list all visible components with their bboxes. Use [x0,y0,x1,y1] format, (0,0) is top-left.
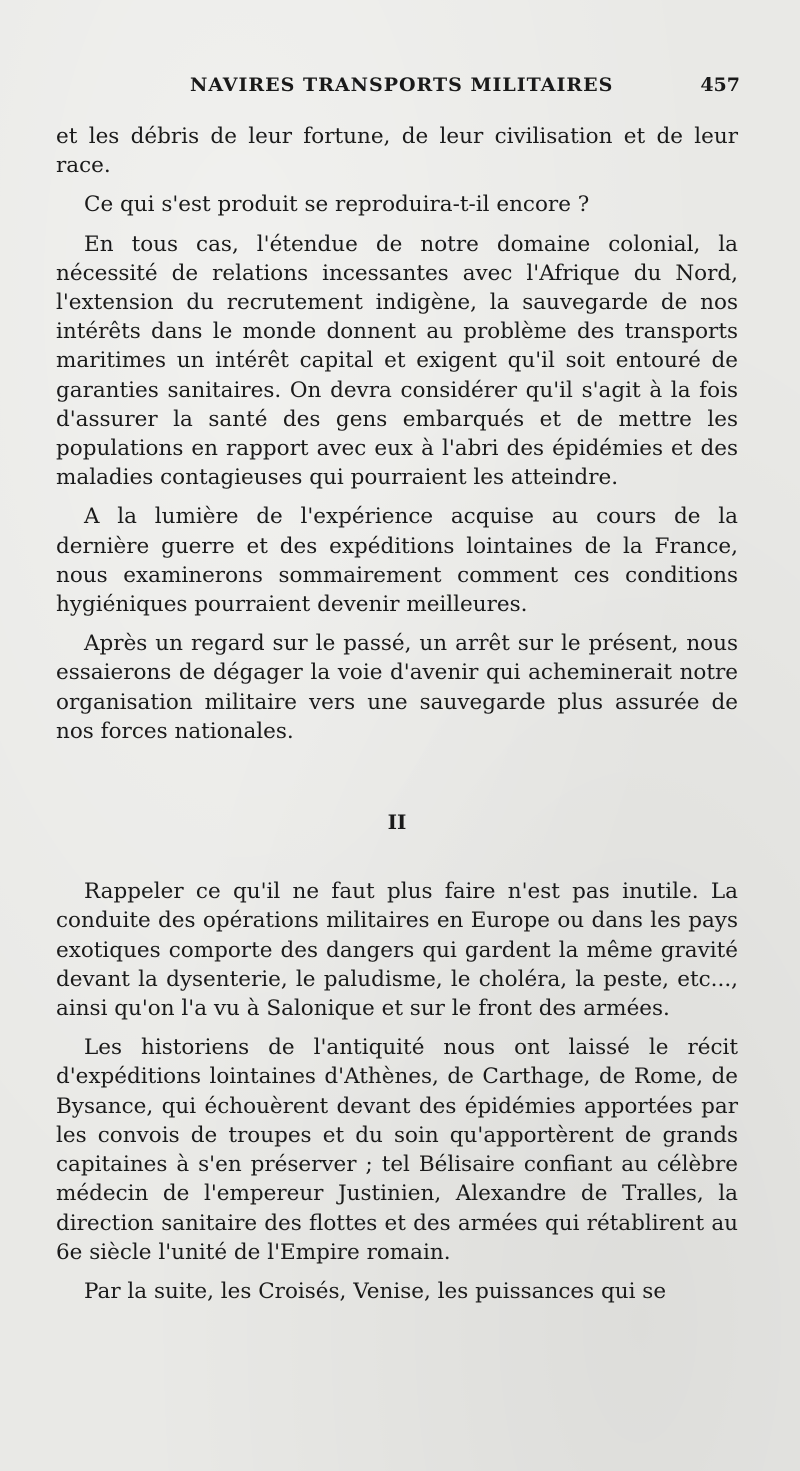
paragraph: Par la suite, les Croisés, Venise, les puissances qui se [84,1278,667,1304]
running-title: NAVIRES TRANSPORTS MILITAIRES [190,74,614,96]
paragraph: Après un regard sur le passé, un arrêt sur le présent, nous essaierons de dégager la voie d'avenir qui acheminerait notre organisation militaire vers une sauvegarde plus assurée de nos forces nationales. [56,631,738,744]
paragraph: Ce qui s'est produit se reproduira-t-il encore ? [84,192,590,218]
running-head [56,74,744,102]
body-text [56,122,738,1316]
paragraph: et les débris de leur fortune, de leur civilisation et de leur race. [56,124,738,179]
paragraph: Rappeler ce qu'il ne faut plus faire n'est pas inutile. La conduite des opérations militaires en Europe ou dans les pays exotiques comporte des dangers qui gardent la même gravité devant la dysenterie, le paludisme, le choléra, la peste, etc..., ainsi qu'on l'a vu à Salonique et sur le front des armées. [56,879,738,1022]
page-number: 457 [700,74,740,96]
paragraph: En tous cas, l'étendue de notre domaine colonial, la nécessité de relations incessantes avec l'Afrique du Nord, l'extension du recrutement indigène, la sauvegarde de nos intérêts dans le monde donnent au problème des transports maritimes un intérêt capital et exigent qu'il soit entouré de garanties sanitaires. On devra considérer qu'il s'agit à la fois d'assurer la santé des gens embarqués et de mettre les populations en rapport avec eux à l'abri des épidémies et des maladies contagieuses qui pourraient les atteindre. [56,231,738,491]
section-number: II [387,810,407,835]
paragraph: A la lumière de l'expérience acquise au cours de la dernière guerre et des expéditions lointaines de la France, nous examinerons sommairement comment ces conditions hygiéniques pourraient devenir meilleures. [56,504,738,618]
paragraph: Les historiens de l'antiquité nous ont laissé le récit d'expéditions lointaines d'Athènes, de Carthage, de Rome, de Bysance, qui échouèrent devant des épidémies apportées par les convois de troupes et du soin qu'apportèrent de grands capitaines à s'en préserver ; tel Bélisaire confiant au célèbre médecin de l'empereur Justinien, Alexandre de Tralles, la direction sanitaire des flottes et des armées qui rétablirent au 6e siècle l'unité de l'Empire romain. [56,1035,738,1265]
